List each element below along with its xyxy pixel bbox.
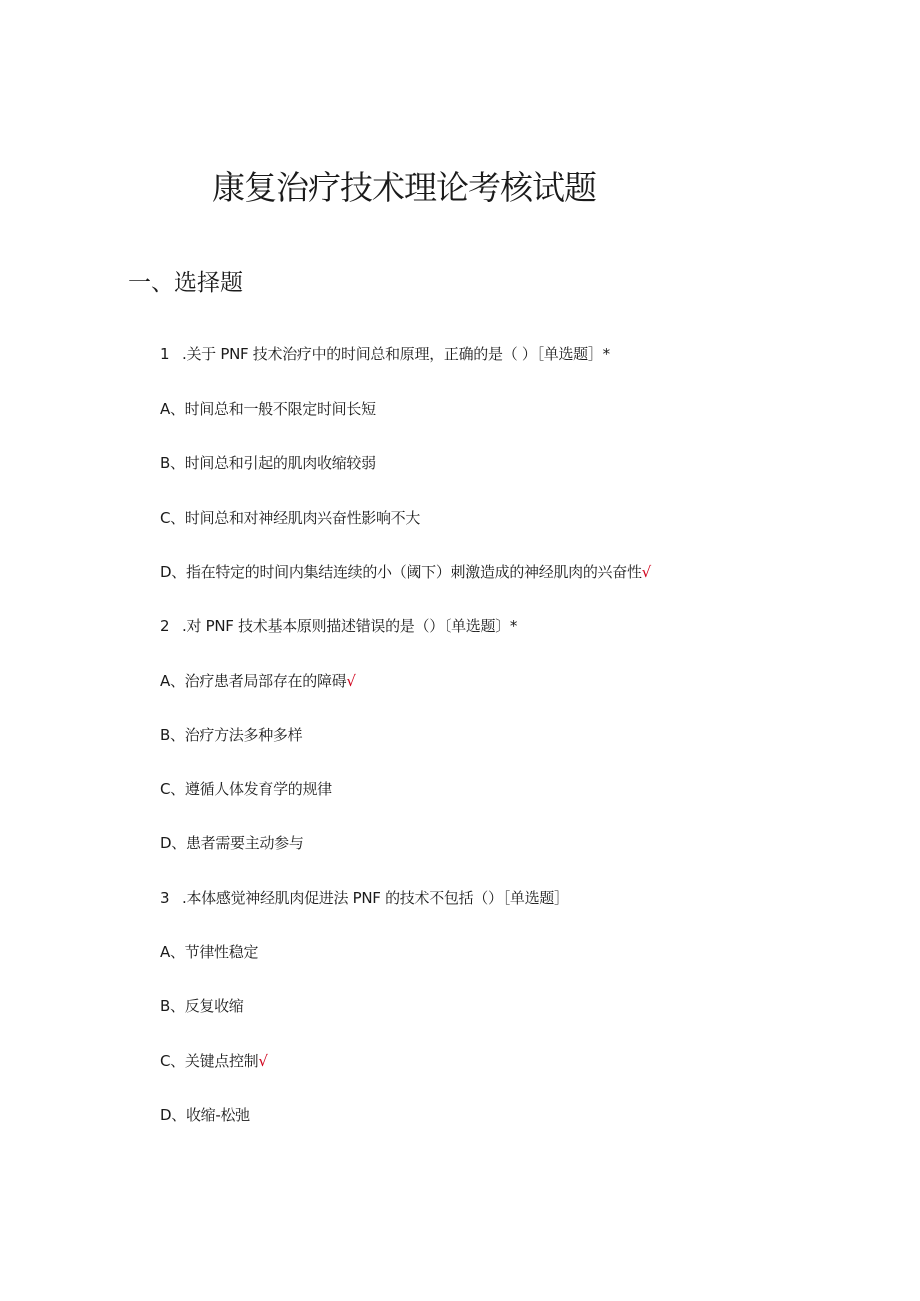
answer-option — [160, 398, 376, 420]
answer-option — [160, 778, 332, 800]
correct-mark: √ — [346, 672, 356, 690]
answer-option — [160, 724, 302, 746]
option-text: C、遵循人体发育学的规律 — [160, 780, 332, 798]
answer-option — [160, 1050, 268, 1072]
option-text: C、关键点控制 — [160, 1052, 259, 1070]
option-text: C、时间总和对神经肌肉兴奋性影响不大 — [160, 509, 421, 527]
question-stem — [160, 343, 610, 365]
option-text: A、治疗患者局部存在的障碍 — [160, 672, 347, 690]
question-number: 1 — [160, 345, 170, 363]
option-text: B、反复收缩 — [160, 997, 244, 1015]
question-text: .对 PNF 技术基本原则描述错误的是（）〔单选题〕* — [182, 617, 518, 635]
option-text: D、患者需要主动参与 — [160, 834, 304, 852]
option-text: D、收缩-松弛 — [160, 1106, 250, 1124]
answer-option — [160, 995, 244, 1017]
question-number: 2 — [160, 617, 170, 635]
option-text: A、节律性稳定 — [160, 943, 259, 961]
question-number: 3 — [160, 889, 170, 907]
answer-option — [160, 507, 420, 529]
option-text: B、治疗方法多种多样 — [160, 726, 303, 744]
question-text: .关于 PNF 技术治疗中的时间总和原理，正确的是（ ）［单选题］* — [182, 345, 610, 363]
question-stem — [160, 887, 569, 909]
correct-mark: √ — [641, 563, 651, 581]
answer-option — [160, 561, 651, 583]
section-heading: 一、选择题 — [128, 270, 243, 296]
answer-option — [160, 1104, 250, 1126]
question-stem — [160, 615, 517, 637]
answer-option — [160, 452, 376, 474]
correct-mark: √ — [258, 1052, 268, 1070]
option-text: A、时间总和一般不限定时间长短 — [160, 400, 376, 418]
option-text: B、时间总和引起的肌肉收缩较弱 — [160, 454, 376, 472]
document-title: 康复治疗技术理论考核试题 — [212, 168, 596, 207]
option-text: D、指在特定的时间内集结连续的小（阈下）刺激造成的神经肌肉的兴奋性 — [160, 563, 642, 581]
question-text: .本体感觉神经肌肉促进法 PNF 的技术不包括（）［单选题］ — [182, 889, 569, 907]
answer-option — [160, 832, 304, 854]
answer-option — [160, 941, 258, 963]
answer-option — [160, 670, 356, 692]
